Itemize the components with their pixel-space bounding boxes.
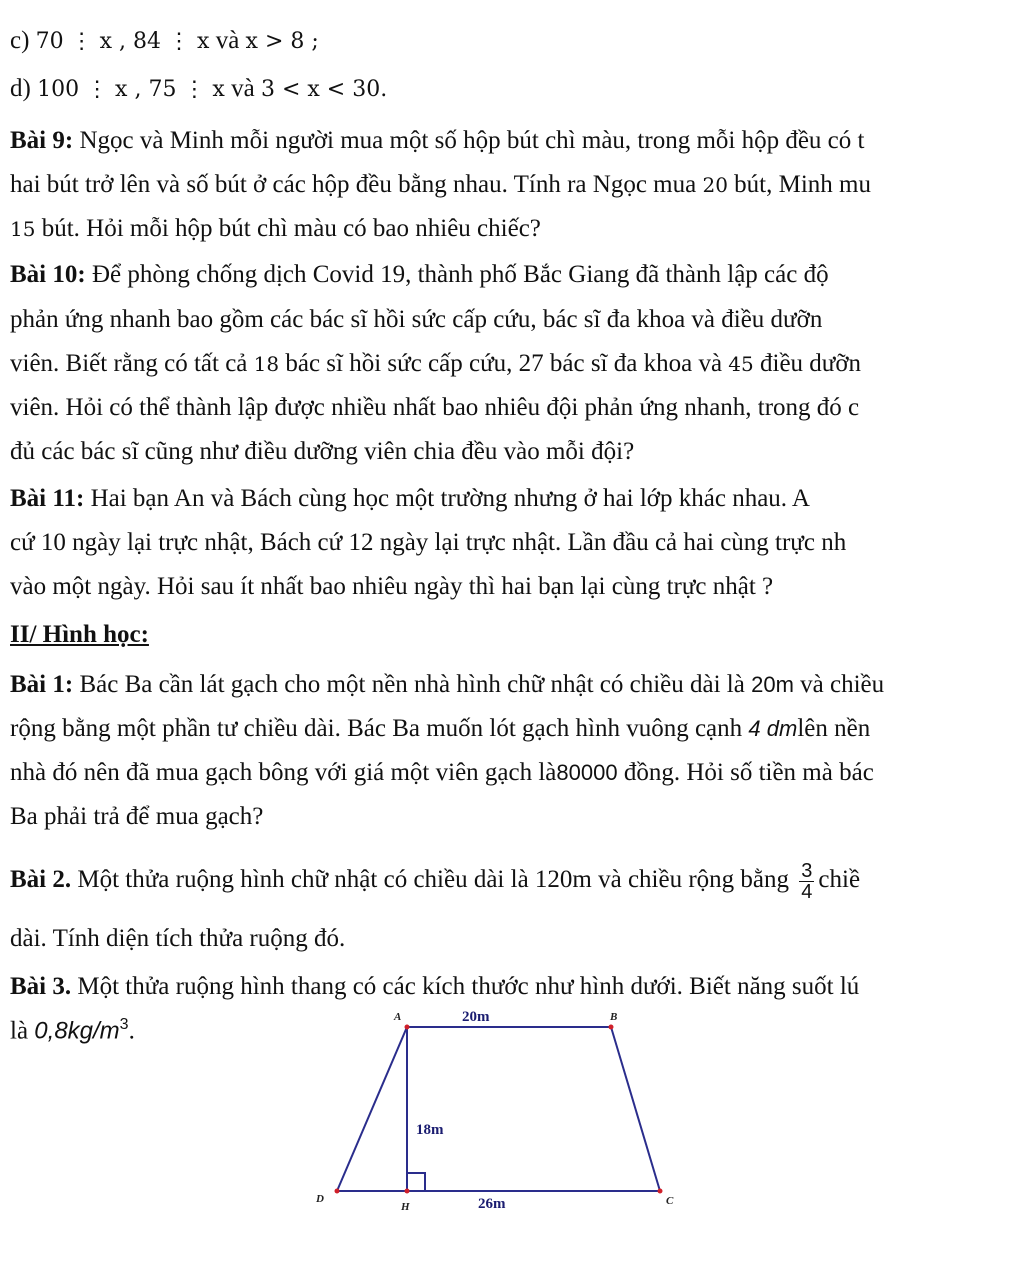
item-c-conj: và xyxy=(215,27,240,54)
g1-price: 80000 xyxy=(556,760,618,785)
item-c-label: c) xyxy=(10,27,30,54)
point-b xyxy=(609,1025,614,1030)
bai11-line3 xyxy=(10,570,1024,604)
bai9-text3: bút. Hỏi mỗi hộp bút chì màu có bao nhiêu chiếc? xyxy=(41,215,541,242)
fraction xyxy=(799,861,814,902)
bai10-text3d: điều dưỡn xyxy=(760,350,862,377)
point-h xyxy=(405,1189,410,1194)
g1-text3a: nhà đó nên đã mua gạch bông với giá một viên gạch là xyxy=(10,759,557,786)
bai9-line3 xyxy=(10,212,1024,246)
geometry-heading-text: II/ Hình học: xyxy=(10,621,149,648)
g3-text2b: . xyxy=(128,1017,135,1045)
g1-length: 20m xyxy=(751,672,794,697)
label-b: B xyxy=(610,1011,618,1023)
g2-text2: dài. Tính diện tích thửa ruộng đó. xyxy=(10,925,346,952)
label-bottom-length: 26m xyxy=(478,1196,506,1212)
bai11-text1: Hai bạn An và Bách cùng học một trường nhưng ở hai lớp khác nhau. A xyxy=(90,485,810,512)
g2-text1: Một thửa ruộng hình chữ nhật có chiều dài là 120m và chiều rộng bằng xyxy=(77,866,790,893)
point-d xyxy=(335,1189,340,1194)
fraction-numerator: 3 xyxy=(801,859,813,882)
bai10-text2: phản ứng nhanh bao gồm các bác sĩ hồi sức cấp cứu, bác sĩ đa khoa và điều dưỡn xyxy=(10,306,823,333)
bai9-n15: 15 xyxy=(10,217,36,241)
right-angle-mark xyxy=(407,1173,425,1191)
edge-ad xyxy=(337,1027,407,1191)
item-c-cond: x > 8 ; xyxy=(245,29,319,54)
g1-text1b: và chiều xyxy=(800,671,885,698)
bai10-title: Bài 10: xyxy=(10,261,86,288)
label-h: H xyxy=(401,1201,410,1213)
bai10-line1 xyxy=(10,258,1024,292)
point-c xyxy=(658,1189,663,1194)
label-c: C xyxy=(666,1195,674,1207)
bai9-n20: 20 xyxy=(702,173,728,197)
g1-title: Bài 1: xyxy=(10,671,74,698)
label-a: A xyxy=(394,1011,402,1023)
bai9-title: Bài 9: xyxy=(10,127,74,154)
bai10-line3 xyxy=(10,347,1024,381)
bai10-n27: 27 xyxy=(518,350,544,377)
g2-line1 xyxy=(10,850,1024,910)
bai11-line2 xyxy=(10,526,1024,560)
bai9-text1: Ngọc và Minh mỗi người mua một số hộp bút chì màu, trong mỗi hộp đều có t xyxy=(79,127,865,154)
g1-text3b: đồng. Hỏi số tiền mà bác xyxy=(623,759,874,786)
g3-density: 0,8kg/m xyxy=(34,1017,120,1045)
item-c-expr: 70 ⋮ x , 84 ⋮ x xyxy=(35,29,210,54)
g1-line2 xyxy=(10,712,1024,746)
g3-line1 xyxy=(10,970,1024,1004)
fraction-denominator: 4 xyxy=(801,880,813,903)
bai10-n45: 45 xyxy=(728,352,754,376)
g2-line2 xyxy=(10,922,1024,956)
bai10-n18: 18 xyxy=(253,352,280,376)
edge-bc xyxy=(611,1027,660,1191)
item-d-cond: 3 < x < 30. xyxy=(260,77,388,102)
bai10-text3c: bác sĩ đa khoa và xyxy=(549,350,723,377)
g3-title: Bài 3. xyxy=(10,973,72,1000)
bai10-line2 xyxy=(10,303,1024,337)
g3-text1: Một thửa ruộng hình thang có các kích thước như hình dưới. Biết năng suốt lú xyxy=(77,973,860,1000)
label-height: 18m xyxy=(416,1122,444,1138)
bai9-line2 xyxy=(10,168,1024,202)
bai10-text3b: bác sĩ hồi sức cấp cứu, xyxy=(285,350,513,377)
g3-exponent: 3 xyxy=(119,1016,129,1033)
g1-line1 xyxy=(10,668,1024,702)
bai11-text3: vào một ngày. Hỏi sau ít nhất bao nhiêu ngày thì hai bạn lại cùng trực nhật ? xyxy=(10,573,774,600)
point-a xyxy=(405,1025,410,1030)
bai10-text5: đủ các bác sĩ cũng như điều dưỡng viên chia đều vào mỗi đội? xyxy=(10,438,635,465)
label-top-length: 20m xyxy=(462,1009,490,1025)
bai10-line4 xyxy=(10,391,1024,425)
g3-text2a: là xyxy=(10,1017,29,1045)
bai10-text4: viên. Hỏi có thể thành lập được nhiều nhất bao nhiêu đội phản ứng nhanh, trong đó c xyxy=(10,394,860,421)
g1-text2a: rộng bằng một phần tư chiều dài. Bác Ba muốn lót gạch hình vuông cạnh xyxy=(10,715,743,742)
bai11-text2: cứ 10 ngày lại trực nhật, Bách cứ 12 ngày lại trực nhật. Lần đầu cả hai cùng trực nh xyxy=(10,529,847,556)
item-d-conj: và xyxy=(231,75,255,102)
item-c xyxy=(10,24,1024,59)
trapezoid-figure xyxy=(0,1009,1024,1280)
g1-text4: Ba phải trả để mua gạch? xyxy=(10,803,264,830)
g1-text2b: lên nền xyxy=(797,715,871,742)
item-d-expr: 100 ⋮ x , 75 ⋮ x xyxy=(37,77,225,102)
bai9-text2: hai bút trở lên và số bút ở các hộp đều bằng nhau. Tính ra Ngọc mua xyxy=(10,171,697,198)
g1-side: 4 dm xyxy=(748,716,798,741)
g2-text1b: chiề xyxy=(818,866,861,893)
g2-title: Bài 2. xyxy=(10,866,72,893)
g1-line4 xyxy=(10,800,1024,834)
bai10-text3a: viên. Biết rằng có tất cả xyxy=(10,350,248,377)
geometry-heading xyxy=(10,618,1024,652)
bai9-line1 xyxy=(10,124,1024,158)
g1-text1a: Bác Ba cần lát gạch cho một nền nhà hình chữ nhật có chiều dài là xyxy=(79,671,745,698)
label-d: D xyxy=(316,1193,324,1205)
item-d xyxy=(10,72,1024,107)
bai11-line1 xyxy=(10,482,1024,516)
item-d-label: d) xyxy=(10,75,31,102)
bai10-text1: Để phòng chống dịch Covid 19, thành phố Bắc Giang đã thành lập các độ xyxy=(91,261,829,288)
bai11-title: Bài 11: xyxy=(10,485,85,512)
g1-line3 xyxy=(10,756,1024,790)
bai10-line5 xyxy=(10,435,1024,469)
bai9-text2b: bút, Minh mu xyxy=(734,171,871,198)
